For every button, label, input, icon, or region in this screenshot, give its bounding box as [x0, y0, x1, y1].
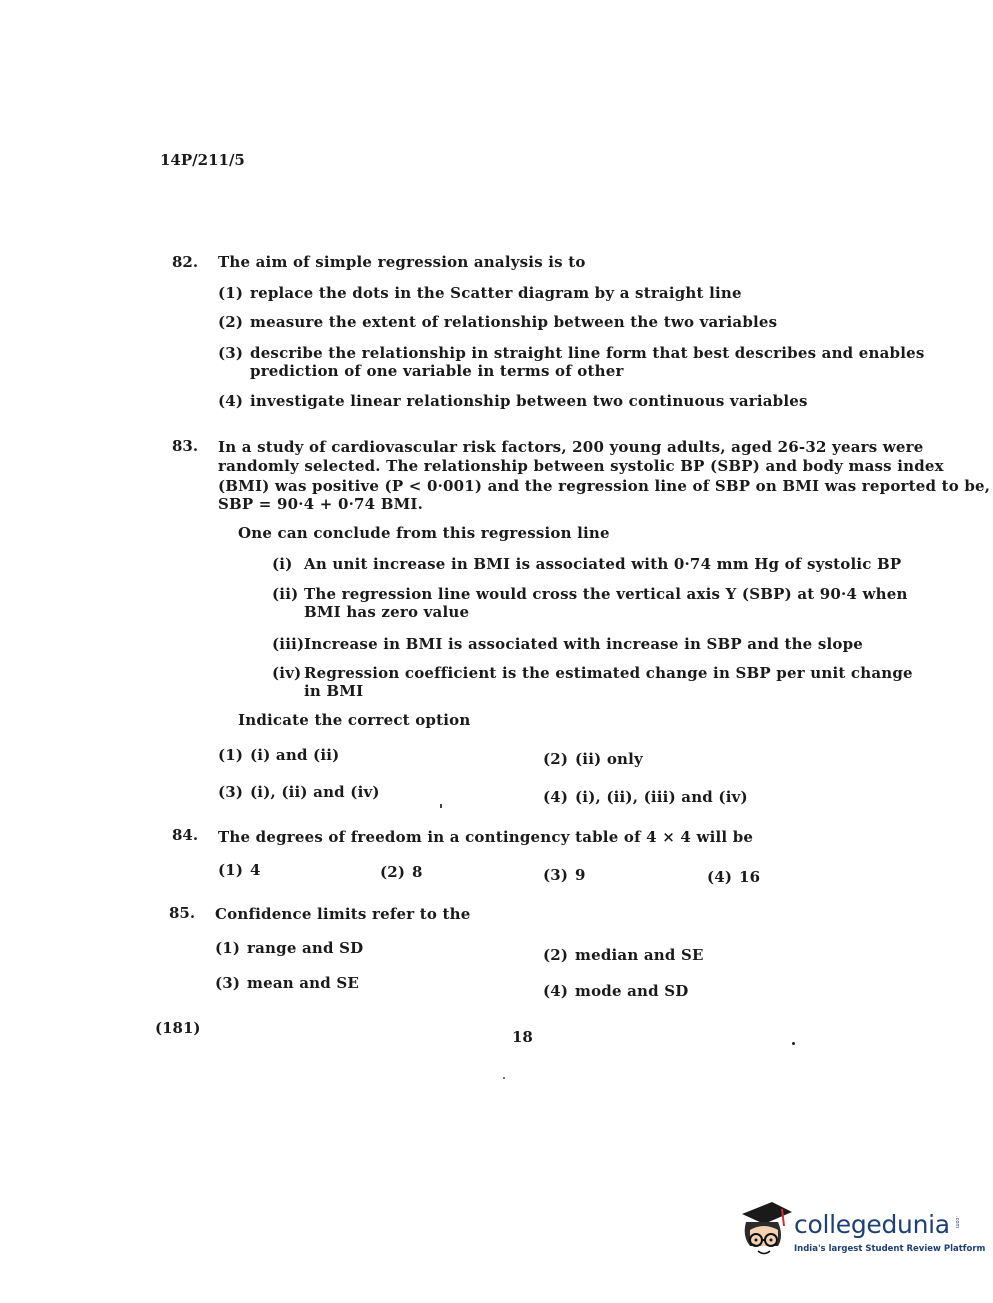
option-1: (1) (i) and (ii) [218, 746, 340, 764]
question-number: 82. [172, 253, 199, 271]
question-text: The degrees of freedom in a contingency table of 4 × 4 will be [218, 828, 754, 846]
option-3: (3) (i), (ii) and (iv) [218, 783, 380, 801]
option-2: (2) median and SE [543, 946, 704, 964]
option-3: (3) 9 [543, 866, 586, 884]
question-text: Confidence limits refer to the [215, 905, 471, 923]
question-number: 85. [169, 904, 196, 922]
scan-speck [792, 1042, 795, 1045]
option-2: (2) (ii) only [543, 750, 643, 768]
question-text-line: randomly selected. The relationship between systolic BP (SBP) and body mass index [218, 457, 944, 475]
statement-ii: (ii) The regression line would cross the vertical axis Y (SBP) at 90·4 when [272, 585, 908, 603]
statement-i: (i) An unit increase in BMI is associated with 0·74 mm Hg of systolic BP [272, 555, 902, 573]
option-4: (4) 16 [707, 868, 761, 886]
footer-code: (181) [155, 1019, 201, 1037]
statement-iv: (iv) Regression coefficient is the estimated change in SBP per unit change [272, 664, 913, 682]
option-1: (1) range and SD [215, 939, 364, 957]
brand-name: collegedunia [794, 1210, 950, 1239]
brand-tagline: India's largest Student Review Platform [794, 1244, 986, 1254]
option-4: (4) mode and SD [543, 982, 689, 1000]
option-3-continued: prediction of one variable in terms of other [250, 362, 624, 380]
option-4: (4) (i), (ii), (iii) and (iv) [543, 788, 748, 806]
option-4: (4) investigate linear relationship between two continuous variables [218, 392, 808, 410]
statement-ii-continued: BMI has zero value [304, 603, 470, 621]
option-3: (3) mean and SE [215, 974, 360, 992]
option-2: (2) 8 [380, 863, 423, 881]
option-1: (1) 4 [218, 861, 261, 879]
option-2: (2) measure the extent of relationship between the two variables [218, 313, 778, 331]
option-3: (3) describe the relationship in straight line form that best describes and enables [218, 344, 925, 362]
scan-speck [440, 804, 442, 808]
question-text-line: SBP = 90·4 + 0·74 BMI. [218, 495, 424, 513]
lead-in: One can conclude from this regression line [238, 524, 610, 542]
question-text-line: In a study of cardiovascular risk factors, 200 young adults, aged 26-32 years were [218, 438, 924, 456]
question-text-line: (BMI) was positive (P < 0·001) and the regression line of SBP on BMI was reported to be, [218, 477, 991, 495]
page-number: 18 [512, 1028, 533, 1046]
statement-iv-continued: in BMI [304, 682, 364, 700]
collegedunia-logo [736, 1196, 986, 1266]
instruction: Indicate the correct option [238, 711, 471, 729]
scan-speck [503, 1077, 505, 1079]
option-1: (1) replace the dots in the Scatter diagram by a straight line [218, 284, 742, 302]
question-number: 84. [172, 826, 199, 844]
question-number: 83. [172, 437, 199, 455]
paper-code: 14P/211/5 [160, 151, 245, 169]
mascot-icon [736, 1196, 794, 1260]
statement-iii: (iii)Increase in BMI is associated with increase in SBP and the slope [272, 635, 864, 653]
brand-suffix: .com [954, 1216, 960, 1229]
question-text: The aim of simple regression analysis is to [218, 253, 586, 271]
